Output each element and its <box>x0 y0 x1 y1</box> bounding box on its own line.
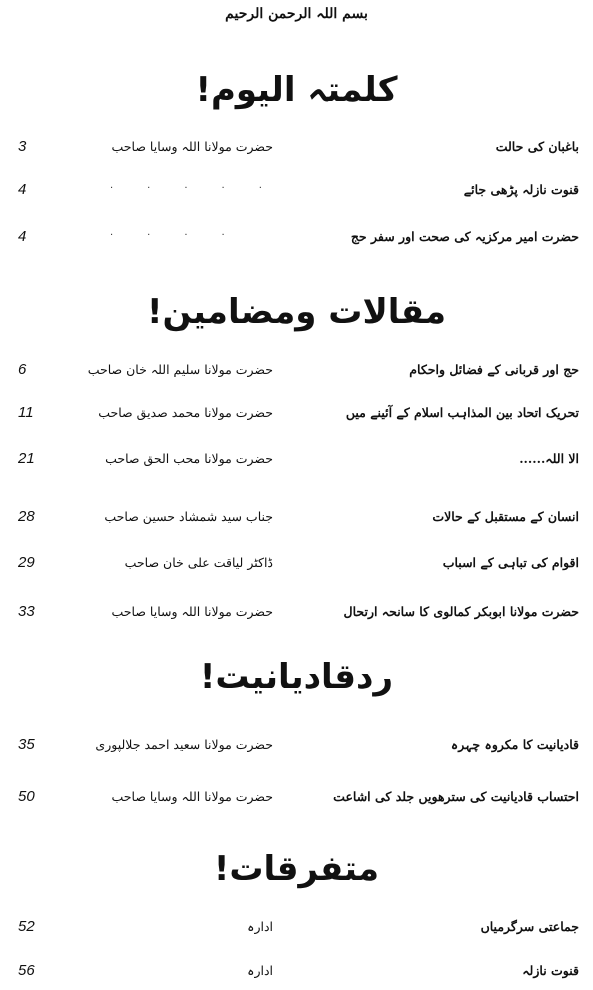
toc-entry[interactable] <box>0 506 593 528</box>
toc-entry[interactable] <box>0 552 593 574</box>
page-number: 50 <box>18 788 35 805</box>
leader-dots: ····· <box>110 183 296 194</box>
page-number: 6 <box>18 361 27 378</box>
page-number: 3 <box>18 138 27 155</box>
entry-title: انسان کے مستقبل کے حالات <box>432 509 579 524</box>
entry-author: حضرت مولانا اللہ وسایا صاحب <box>111 789 273 804</box>
entry-author: حضرت مولانا سلیم اللہ خان صاحب <box>87 362 273 377</box>
toc-entry[interactable] <box>0 786 593 808</box>
toc-entry[interactable] <box>0 136 593 158</box>
toc-entry[interactable] <box>0 734 593 756</box>
entry-title: حج اور قربانی کے فضائل واحکام <box>409 362 579 377</box>
entry-author: حضرت مولانا محب الحق صاحب <box>105 451 273 466</box>
leader-dots: ···· <box>110 230 259 241</box>
toc-entry[interactable] <box>0 359 593 381</box>
section-heading-radd-qadianiyat: ردقادیانیت! <box>199 657 394 697</box>
entry-title: قادیانیت کا مکروہ چہرہ <box>450 737 579 752</box>
entry-title: الا اللہ...... <box>519 451 579 466</box>
entry-title: حضرت مولانا ابوبکر کمالوی کا سانحہ ارتحال <box>343 604 579 619</box>
entry-author: ڈاکٹر لیاقت علی خان صاحب <box>124 555 273 570</box>
entry-author: حضرت مولانا محمد صدیق صاحب <box>98 405 273 420</box>
entry-author: حضرت مولانا اللہ وسایا صاحب <box>111 604 273 619</box>
toc-entry[interactable] <box>0 179 593 201</box>
entry-author: حضرت مولانا اللہ وسایا صاحب <box>111 139 273 154</box>
page-number: 35 <box>18 736 35 753</box>
toc-entry[interactable] <box>0 448 593 470</box>
entry-title: باغبان کی حالت <box>495 139 579 154</box>
section-heading-maqalat: مقالات ومضامین! <box>146 292 447 332</box>
toc-entry[interactable] <box>0 601 593 623</box>
toc-entry[interactable] <box>0 916 593 938</box>
bismillah: بسم اللہ الرحمن الرحیم <box>225 6 368 22</box>
entry-author: ادارہ <box>247 963 273 978</box>
entry-title: اقوام کی تباہی کے اسباب <box>442 555 579 570</box>
page-number: 11 <box>18 404 34 421</box>
section-heading-kalimatul-yaum: کلمتہ الیوم! <box>195 70 398 110</box>
entry-author: جناب سید شمشاد حسین صاحب <box>104 509 273 524</box>
page-number: 52 <box>18 918 35 935</box>
entry-title: حضرت امیر مرکزیہ کی صحت اور سفر حج <box>350 229 579 244</box>
page-number: 29 <box>18 554 35 571</box>
page-number: 56 <box>18 962 35 979</box>
entry-title: جماعتی سرگرمیاں <box>480 919 579 934</box>
page-number: 21 <box>18 450 35 467</box>
entry-author: حضرت مولانا سعید احمد جلالپوری <box>95 737 273 752</box>
entry-title: احتساب قادیانیت کی سترھویں جلد کی اشاعت <box>333 789 579 804</box>
page-number: 4 <box>18 228 27 245</box>
toc-entry[interactable] <box>0 226 593 248</box>
page-number: 33 <box>18 603 35 620</box>
page-number: 28 <box>18 508 35 525</box>
entry-title: تحریک اتحاد بین المذاہب اسلام کے آئینے میں <box>345 405 579 420</box>
entry-title: قنوت نازلہ پڑھی جائے <box>463 182 579 197</box>
page-number: 4 <box>18 181 27 198</box>
toc-entry[interactable] <box>0 402 593 424</box>
toc-entry[interactable] <box>0 960 593 982</box>
section-heading-mutafarriqat: متفرقات! <box>213 849 380 889</box>
entry-title: قنوت نازلہ <box>522 963 579 978</box>
entry-author: ادارہ <box>247 919 273 934</box>
